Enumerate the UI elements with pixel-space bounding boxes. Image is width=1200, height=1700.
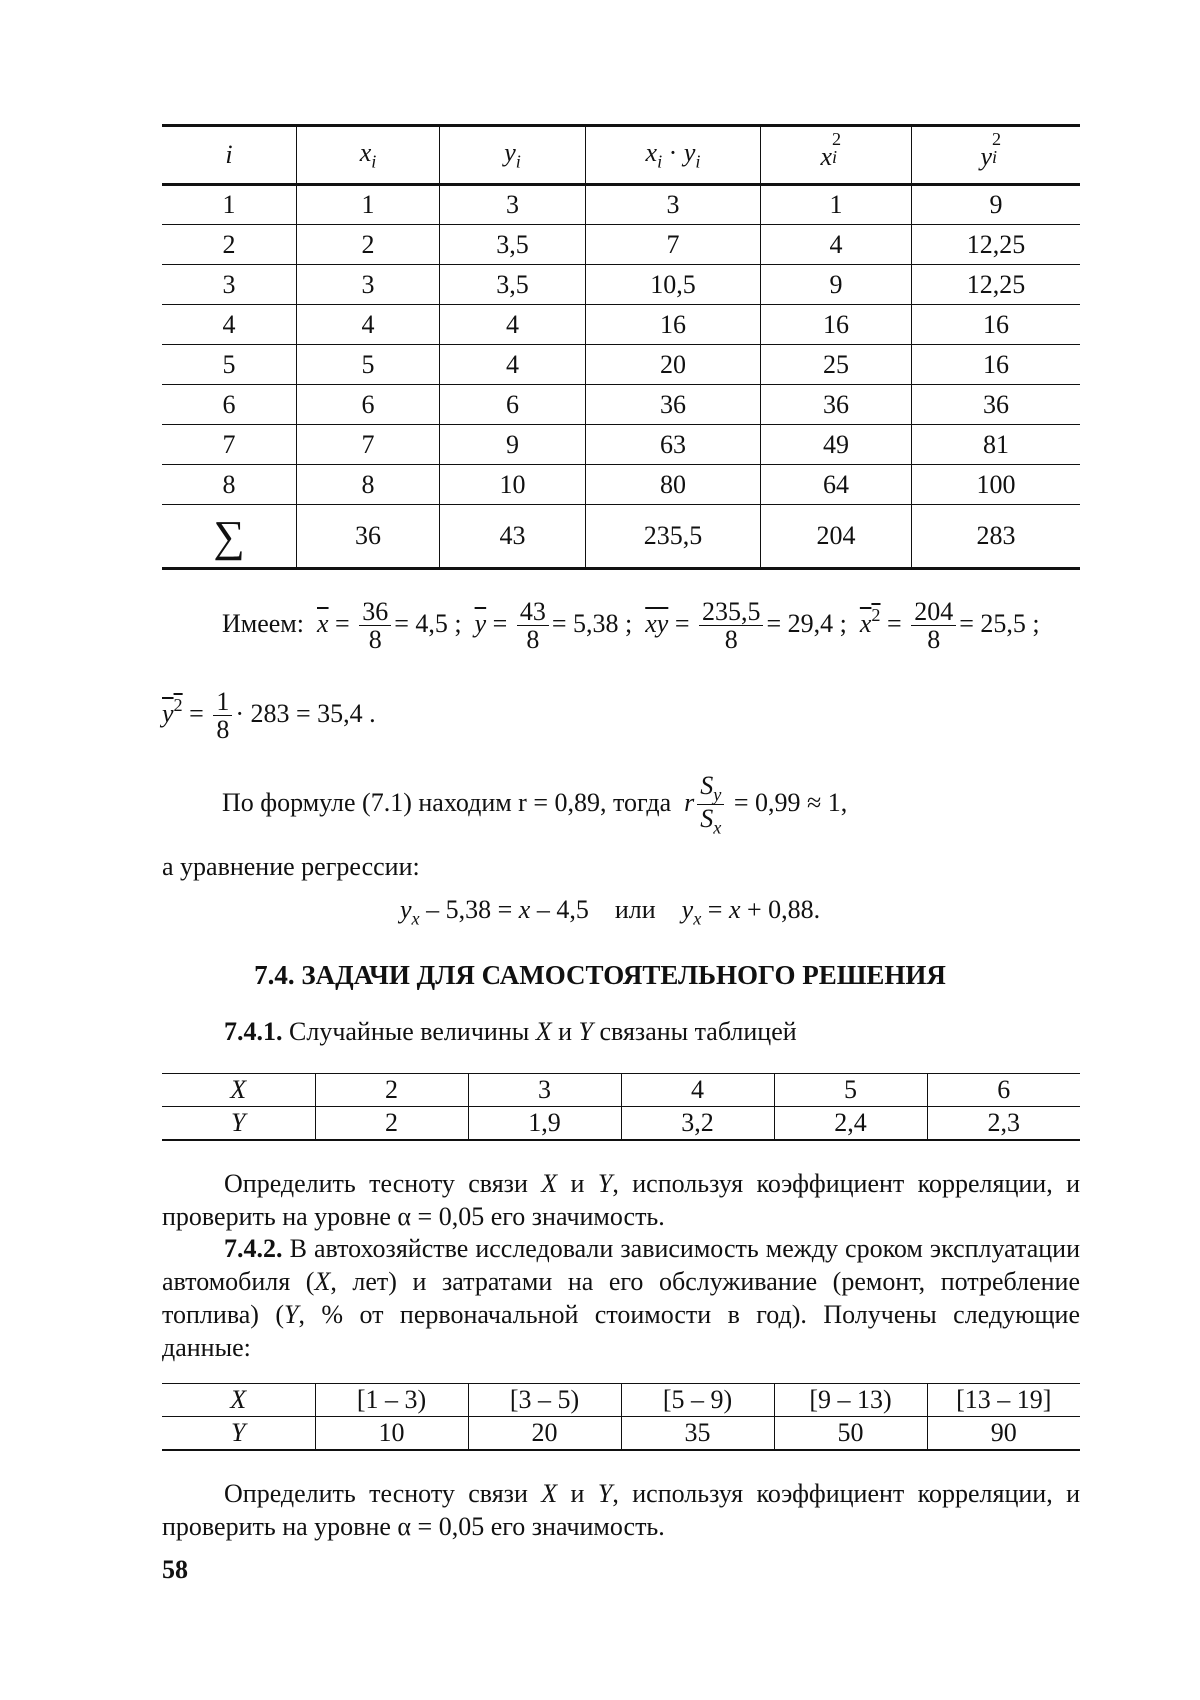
r-symbol: r — [684, 787, 695, 817]
table-cell: 1 — [761, 185, 912, 225]
means-line: Имеем: $\overline{x}$ = $\frac{36}{8}$ = 4,5 ; $\overline{y}$ = $\frac{43}{8}$ = 5,38 ; $\overline{xy}$ = $\frac{235,5}{8}$ = 29,4 ; $x^2$ = $\frac{204}{8}$ = 25,5 ; — [222, 597, 1040, 655]
y2bar-symbol: $y^2$ — [162, 694, 183, 728]
table-cell: 16 — [761, 305, 912, 345]
sum-cell: 204 — [761, 505, 912, 569]
table-cell: 16 — [586, 305, 761, 345]
table-cell: 2,4 — [774, 1107, 927, 1141]
table-row — [162, 1107, 1080, 1141]
table-row — [162, 1074, 1080, 1107]
table-cell: 20 — [586, 345, 761, 385]
table-cell: [3 – 5) — [468, 1384, 621, 1417]
table-cell: 2,3 — [927, 1107, 1080, 1141]
table-cell: 35 — [621, 1417, 774, 1451]
table-cell: 10 — [315, 1417, 468, 1451]
ybar-fraction: $\frac{43}{8}$ — [517, 598, 549, 654]
table-cell: 25 — [761, 345, 912, 385]
sum-row — [162, 505, 1080, 569]
sum-cell: 43 — [440, 505, 586, 569]
table-cell: 9 — [761, 265, 912, 305]
header-xiyi: $x_i \cdot y_i$ — [586, 126, 761, 185]
table-cell: 4 — [297, 305, 440, 345]
section-title: 7.4. ЗАДАЧИ ДЛЯ САМОСТОЯТЕЛЬНОГО РЕШЕНИЯ — [254, 960, 946, 990]
row-label: X — [162, 1384, 315, 1417]
sum-cell: 283 — [912, 505, 1081, 569]
xbar-symbol: $\overline{x}$ — [317, 608, 329, 638]
table-cell: 63 — [586, 425, 761, 465]
table-body — [162, 185, 1080, 569]
task1-table — [162, 1073, 1080, 1141]
xybar-result: = 29,4 ; — [766, 608, 847, 638]
table-cell: 2 — [297, 225, 440, 265]
table-row — [162, 345, 1080, 385]
table-cell: 2 — [315, 1074, 468, 1107]
table-cell: 3,5 — [440, 225, 586, 265]
row-label: X — [162, 1074, 315, 1107]
row-label: Y — [231, 1418, 246, 1447]
task1-intro: 7.4.1. Случайные величины X и Y связаны таблицей — [224, 1017, 797, 1046]
header-xi: $x_i$ — [297, 126, 440, 185]
calculation-table — [162, 124, 1080, 570]
table-row — [162, 1417, 1080, 1451]
task2-intro: 7.4.2. В автохозяйстве исследовали зависимость между сроком эксплуатации автомобиля (X, лет) и затратами на его обслуживание (ремонт, потребление топлива) (Y, % от первоначальной стоимости в год). Получены следующие данные: — [162, 1234, 1080, 1362]
table-cell: 6 — [297, 385, 440, 425]
table-cell: 50 — [774, 1417, 927, 1451]
sum-symbol: ∑ — [213, 511, 245, 561]
correlation-text: По формуле (7.1) находим r = 0,89, тогда — [222, 787, 672, 817]
table-cell: 1 — [222, 190, 236, 219]
table-cell: 9 — [440, 425, 586, 465]
header-i: i — [225, 140, 233, 169]
ybar-result: = 5,38 ; — [551, 608, 633, 638]
table-cell: 1,9 — [468, 1107, 621, 1141]
table-row — [162, 385, 1080, 425]
table-cell: 3 — [222, 269, 236, 299]
table-cell: 7 — [222, 429, 236, 459]
table-cell: 6 — [222, 389, 236, 419]
table-cell: 20 — [468, 1417, 621, 1451]
table-row — [162, 185, 1080, 225]
table-cell: 2 — [315, 1107, 468, 1141]
sum-cell: 36 — [297, 505, 440, 569]
regression-equation: $y_x - 5,38 = x - 4,5$ или $y_x = x + 0,88$. — [400, 895, 821, 929]
table-header-row — [162, 126, 1080, 185]
table-cell: 4 — [761, 225, 912, 265]
or-word: или — [614, 895, 656, 924]
table-row — [162, 225, 1080, 265]
table-cell: 36 — [586, 385, 761, 425]
table-cell: 100 — [912, 465, 1081, 505]
table-cell: 5 — [222, 349, 236, 379]
table-row — [162, 425, 1080, 465]
table-cell: 1 — [297, 185, 440, 225]
header-yi-squared: y 2 i — [912, 126, 1081, 185]
table-cell: 4 — [440, 345, 586, 385]
xybar-fraction: $\frac{235,5}{8}$ — [699, 598, 764, 654]
table-cell: 64 — [761, 465, 912, 505]
correlation-line — [222, 772, 847, 838]
table-cell: 8 — [297, 465, 440, 505]
task2-question: Определить тесноту связи X и Y, используя коэффициент корреляции, и проверить на уровне α = 0,05 его значимость. — [162, 1479, 1081, 1541]
table-cell: 81 — [912, 425, 1081, 465]
table-cell: 4 — [621, 1074, 774, 1107]
table-cell: 5 — [297, 345, 440, 385]
table-cell: 12,25 — [912, 265, 1081, 305]
table-cell: 10 — [440, 465, 586, 505]
table-row — [162, 1384, 1080, 1417]
alpha-value: α = 0,05 — [397, 1202, 485, 1231]
table-row — [162, 265, 1080, 305]
sum-cell: 235,5 — [586, 505, 761, 569]
table-cell: 4 — [440, 305, 586, 345]
y2bar-fraction: $\frac{1}{8}$ — [213, 688, 232, 744]
table-row — [162, 465, 1080, 505]
table-cell: 7 — [297, 425, 440, 465]
x2bar-symbol: $x^2$ — [859, 604, 881, 638]
table-cell: 80 — [586, 465, 761, 505]
table-cell: 3 — [440, 185, 586, 225]
ybar-symbol: $\overline{y}$ — [474, 608, 487, 638]
table-cell: [13 – 19] — [927, 1384, 1080, 1417]
table-cell: 90 — [927, 1417, 1080, 1451]
header-xi-squared: x 2 i — [761, 126, 912, 185]
x2bar-result: = 25,5 ; — [959, 608, 1040, 638]
table-cell: 8 — [222, 469, 236, 499]
table-cell: 2 — [222, 229, 236, 259]
page-number: 58 — [162, 1555, 188, 1584]
table-cell: 3 — [297, 265, 440, 305]
y2bar-result: · 283 = 35,4 . — [235, 698, 376, 728]
table-cell: [5 – 9) — [621, 1384, 774, 1417]
means-intro: Имеем: — [222, 608, 304, 638]
table-cell: 36 — [761, 385, 912, 425]
table-cell: 5 — [774, 1074, 927, 1107]
task2-number: 7.4.2. — [224, 1234, 283, 1263]
regression-intro: а уравнение регрессии: — [162, 852, 420, 881]
table-cell: 10,5 — [586, 265, 761, 305]
table-cell: 16 — [912, 305, 1081, 345]
table-cell: 7 — [586, 225, 761, 265]
xbar-fraction: $\frac{36}{8}$ — [359, 598, 391, 654]
table-cell: 3,5 — [440, 265, 586, 305]
table-cell: [9 – 13) — [774, 1384, 927, 1417]
x2bar-fraction: $\frac{204}{8}$ — [911, 598, 956, 654]
table-cell: 3,2 — [621, 1107, 774, 1141]
table-row — [162, 305, 1080, 345]
task1-question: Определить тесноту связи X и Y, используя коэффициент корреляции, и проверить на уровне α = 0,05 его значимость. — [162, 1169, 1081, 1231]
table-cell: [1 – 3) — [315, 1384, 468, 1417]
task1-number: 7.4.1. — [224, 1017, 283, 1046]
table-cell: 36 — [912, 385, 1081, 425]
table-cell: 16 — [912, 345, 1081, 385]
table-cell: 3 — [586, 185, 761, 225]
xbar-result: = 4,5 ; — [394, 608, 462, 638]
xybar-symbol: $\overline{xy}$ — [645, 608, 669, 638]
table-cell: 12,25 — [912, 225, 1081, 265]
sy-sx-fraction: $\frac{S_y}{S_x}$ — [697, 772, 724, 838]
table-cell: 4 — [222, 309, 236, 339]
task2-table — [162, 1383, 1080, 1451]
table-cell: 6 — [927, 1074, 1080, 1107]
table-cell: 3 — [468, 1074, 621, 1107]
table-cell: 9 — [912, 185, 1081, 225]
table-cell: 49 — [761, 425, 912, 465]
header-yi: $y_i$ — [440, 126, 586, 185]
ratio-result: = 0,99 ≈ 1, — [733, 787, 848, 817]
y2bar-line: $y^2$ = $\frac{1}{8}$ · 283 = 35,4 . — [162, 687, 376, 745]
row-label: Y — [231, 1108, 246, 1137]
table-cell: 6 — [440, 385, 586, 425]
